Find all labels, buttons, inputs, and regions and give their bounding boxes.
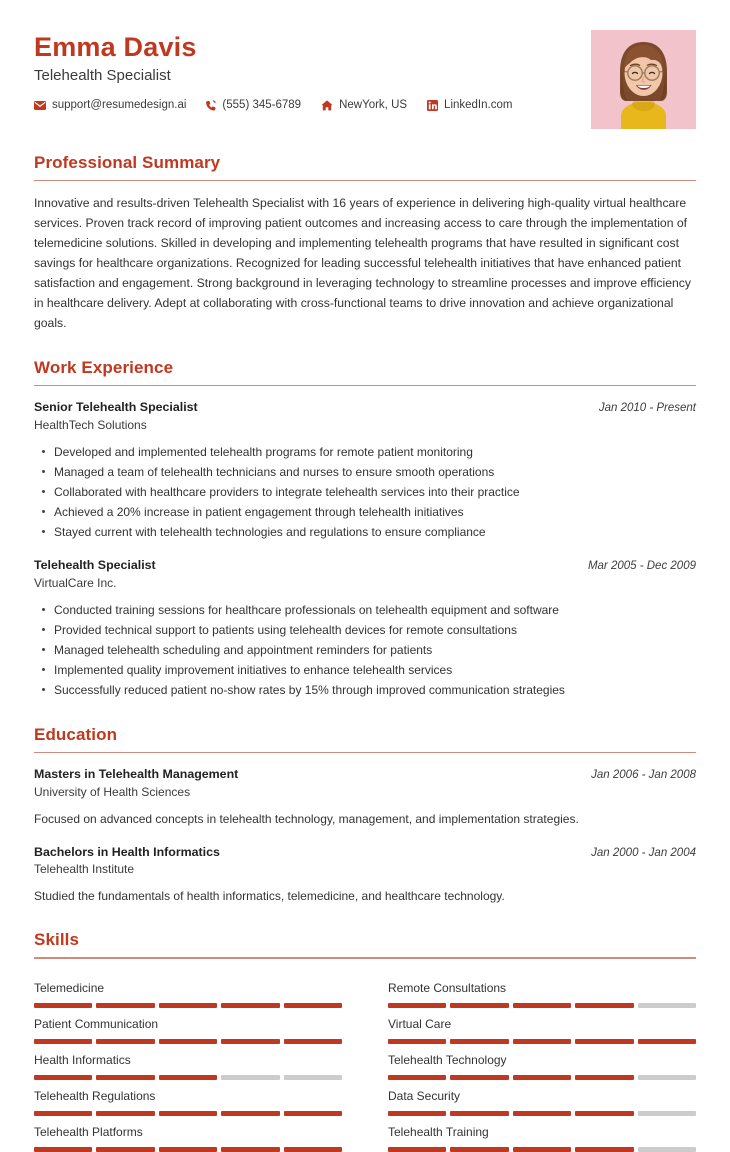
bullet-item: Managed telehealth scheduling and appointment reminders for patients [54, 640, 696, 660]
work-entry-company: HealthTech Solutions [34, 417, 147, 432]
skill-name: Telehealth Technology [388, 1052, 507, 1067]
skill-level-segment [96, 1147, 154, 1152]
skills-grid [34, 972, 696, 1152]
resume-header [34, 0, 696, 129]
contact-linkedin[interactable] [427, 99, 512, 111]
skill-level-segment [388, 1147, 446, 1152]
education-entry-head [34, 844, 696, 861]
bullet-item: Developed and implemented telehealth programs for remote patient monitoring [54, 442, 696, 462]
skill-item [34, 1116, 342, 1152]
education-entry [34, 766, 696, 829]
section-title-work: Work Experience [34, 357, 174, 377]
skill-item [34, 1080, 342, 1116]
bullet-item: Implemented quality improvement initiatives to enhance telehealth services [54, 660, 696, 680]
skill-level-bar [388, 1147, 696, 1152]
section-divider [34, 752, 696, 753]
work-entry-head [34, 557, 696, 574]
candidate-job-title: Telehealth Specialist [34, 67, 171, 85]
skill-item [388, 1044, 696, 1080]
contact-phone-text: (555) 345-6789 [222, 99, 302, 112]
candidate-name: Emma Davis [34, 32, 197, 62]
skill-name: Virtual Care [388, 1016, 452, 1031]
bullet-item: Conducted training sessions for healthcare professionals on telehealth equipment and software [54, 600, 696, 620]
profile-photo [591, 30, 696, 129]
skill-name: Telehealth Platforms [34, 1124, 143, 1139]
bullet-item: Managed a team of telehealth technicians and nurses to ensure smooth operations [54, 462, 696, 482]
skill-name: Telemedicine [34, 980, 105, 995]
section-professional-summary [34, 153, 696, 334]
education-entry-head [34, 766, 696, 783]
work-entry-bullets [34, 600, 696, 701]
skill-item [388, 972, 696, 1008]
skill-item [388, 1008, 696, 1044]
contact-email-text: support@resumedesign.ai [52, 99, 187, 112]
work-entry-bullets [34, 442, 696, 543]
contact-location-text: NewYork, US [339, 99, 408, 112]
education-dates: Jan 2000 - Jan 2004 [591, 846, 696, 859]
work-entry-role: Telehealth Specialist [34, 558, 156, 573]
summary-text: Innovative and results-driven Telehealth Specialist with 16 years of experience in delivering high-quality virtual healthcare services. Proven track record of improving patient outcomes and increasing access to care through the implementation of telemedicine solutions. Skilled in developing and implementing telehealth programs that have resulted in significant cost savings for healthcare organizations. Recognized for leading successful telehealth initiatives that have enhanced patient satisfaction and engagement. Strong background in leveraging technology to streamline processes and improve efficiency in healthcare delivery. Adept at collaborating with cross-functional teams to drive innovation and achieve organizational goals. [34, 196, 691, 330]
skill-level-bar [34, 1147, 342, 1152]
skill-level-segment [284, 1147, 342, 1152]
section-divider [34, 180, 696, 181]
skill-level-segment [34, 1147, 92, 1152]
skill-item [388, 1080, 696, 1116]
bullet-item: Achieved a 20% increase in patient engagement through telehealth initiatives [54, 502, 696, 522]
contact-email[interactable] [34, 99, 186, 111]
section-work-experience [34, 358, 696, 701]
work-entry [34, 557, 696, 700]
skill-level-segment [513, 1147, 571, 1152]
bullet-item: Collaborated with healthcare providers to integrate telehealth services into their practice [54, 482, 696, 502]
skill-item [34, 1044, 342, 1080]
bullet-item: Provided technical support to patients using telehealth devices for remote consultations [54, 620, 696, 640]
bullet-item: Successfully reduced patient no-show rates by 15% through improved communication strategies [54, 680, 696, 700]
work-entry-role: Senior Telehealth Specialist [34, 400, 198, 415]
section-title-summary: Professional Summary [34, 153, 221, 172]
skill-level-segment [221, 1147, 279, 1152]
section-title-education: Education [34, 724, 118, 744]
contact-location[interactable] [321, 99, 407, 111]
section-divider [34, 957, 696, 958]
work-entry-company: VirtualCare Inc. [34, 576, 117, 591]
work-entry-dates: Mar 2005 - Dec 2009 [587, 560, 696, 573]
skill-name: Remote Consultations [388, 980, 507, 995]
email-icon [34, 101, 46, 110]
profile-photo-illustration [591, 30, 696, 129]
skill-level-segment [575, 1147, 633, 1152]
bullet-item: Stayed current with telehealth technologies and regulations to ensure compliance [54, 522, 696, 542]
contact-phone[interactable] [206, 99, 301, 111]
skill-level-segment [638, 1147, 696, 1152]
skill-item [388, 1116, 696, 1152]
education-description: Studied the fundamentals of health informatics, telemedicine, and healthcare technology. [34, 889, 505, 904]
skill-level-segment [450, 1147, 508, 1152]
home-icon [321, 100, 333, 111]
section-skills [34, 930, 696, 1151]
skill-item [34, 1008, 342, 1044]
skill-name: Telehealth Regulations [34, 1088, 156, 1103]
education-entry [34, 844, 696, 907]
skill-name: Data Security [388, 1088, 461, 1103]
education-degree: Masters in Telehealth Management [34, 767, 239, 782]
header-text-block [34, 28, 591, 111]
phone-icon [206, 100, 216, 111]
skill-level-segment [159, 1147, 217, 1152]
contact-row [34, 99, 591, 111]
education-school: University of Health Sciences [34, 784, 191, 799]
skill-name: Health Informatics [34, 1052, 131, 1067]
skill-name: Telehealth Training [388, 1124, 489, 1139]
education-dates: Jan 2006 - Jan 2008 [591, 769, 696, 782]
work-entry-head [34, 399, 696, 416]
contact-linkedin-text: LinkedIn.com [444, 99, 513, 112]
education-school: Telehealth Institute [34, 862, 135, 877]
skill-name: Patient Communication [34, 1016, 159, 1031]
section-education [34, 725, 696, 907]
work-entry [34, 399, 696, 542]
work-entry-dates: Jan 2010 - Present [598, 402, 696, 415]
education-description: Focused on advanced concepts in telehealth technology, management, and implementation strategies. [34, 811, 579, 826]
linkedin-icon [427, 100, 438, 111]
section-divider [34, 385, 696, 386]
skill-item [34, 972, 342, 1008]
section-title-skills: Skills [34, 930, 80, 950]
education-degree: Bachelors in Health Informatics [34, 844, 220, 859]
